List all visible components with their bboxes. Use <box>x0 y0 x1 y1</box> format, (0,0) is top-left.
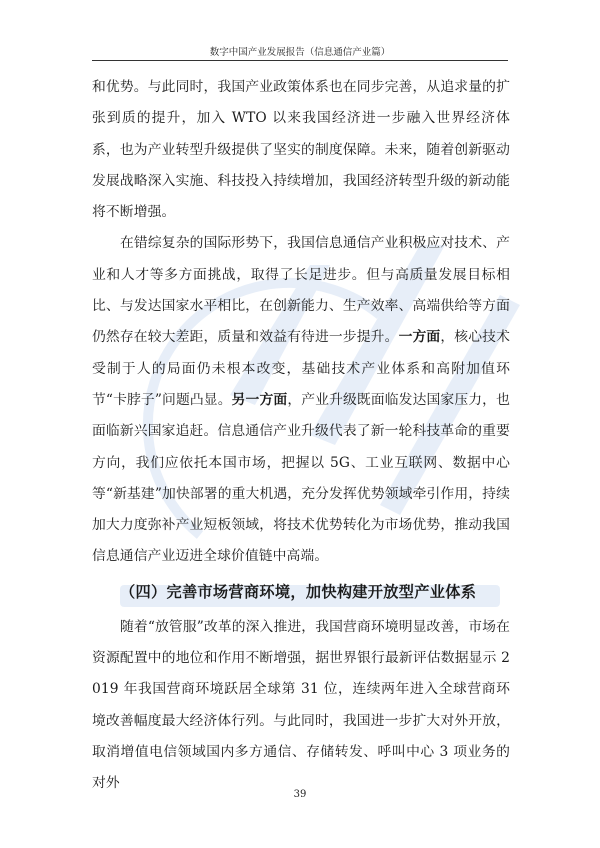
bold-phrase-one-side: 一方面 <box>398 329 441 346</box>
page-number: 39 <box>293 789 307 800</box>
section-heading: （四）完善市场营商环境，加快构建开放型产业体系 <box>120 582 477 601</box>
paragraph-1: 和优势。与此同时，我国产业政策体系也在同步完善，从追求量的扩张到质的提升，加入 WTO 以来我国经济进一步融入世界经济体系，也为产业转型升级提供了坚实的制度保障。未来，随着创新驱动发展战略深入实施、科技投入持续增加，我国经济转型升级的新动能将不断增强。 <box>92 79 510 221</box>
header-rule <box>92 60 508 61</box>
paragraph-2-part-2: ，核心技术受制于人的局面仍未根本改变，基础技术产业体系和高附加值环节“卡脖子”问题凸显。 <box>92 329 511 408</box>
paragraph-2 <box>92 228 510 572</box>
running-header: 数字中国产业发展报告（信息通信产业篇） <box>209 47 391 58</box>
paragraph-2-part-1: 在错综复杂的国际形势下，我国信息通信产业积极应对技术、产业和人才等多方面挑战，取得了长足进步。但与高质量发展目标相比、与发达国家水平相比，在创新能力、生产效率、高端供给等方面仍然存在较大差距，质量和效益有待进一步提升。 <box>92 235 510 346</box>
bold-phrase-other-side: 另一方面 <box>231 391 288 408</box>
paragraph-2-part-3: ，产业升级既面临发达国家压力，也面临新兴国家追赶。信息通信产业升级代表了新一轮科技革命的重要方向，我们应依托本国市场，把握以 5G、工业互联网、数据中心等“新基建”加快部署的重大机遇，充分发挥优势领域牵引作用，持续加大力度弥补产业短板领域，将技术优势转化为市场优势，推动我国信息通信产业迈进全球价值链中高端。 <box>92 391 510 565</box>
paragraph-3: 随着“放管服”改革的深入推进，我国营商环境明显改善，市场在资源配置中的地位和作用不断增强，据世界银行最新评估数据显示 2019 年我国营商环境跃居全球第 31 位，连续两年进入全球营商环境改善幅度最大经济体行列。与此同时，我国进一步扩大对外开放，取消增值电信领域国内多方通信、存储转发、呼叫中心 3 项业务的对外 <box>92 618 510 792</box>
page-body <box>92 72 510 800</box>
